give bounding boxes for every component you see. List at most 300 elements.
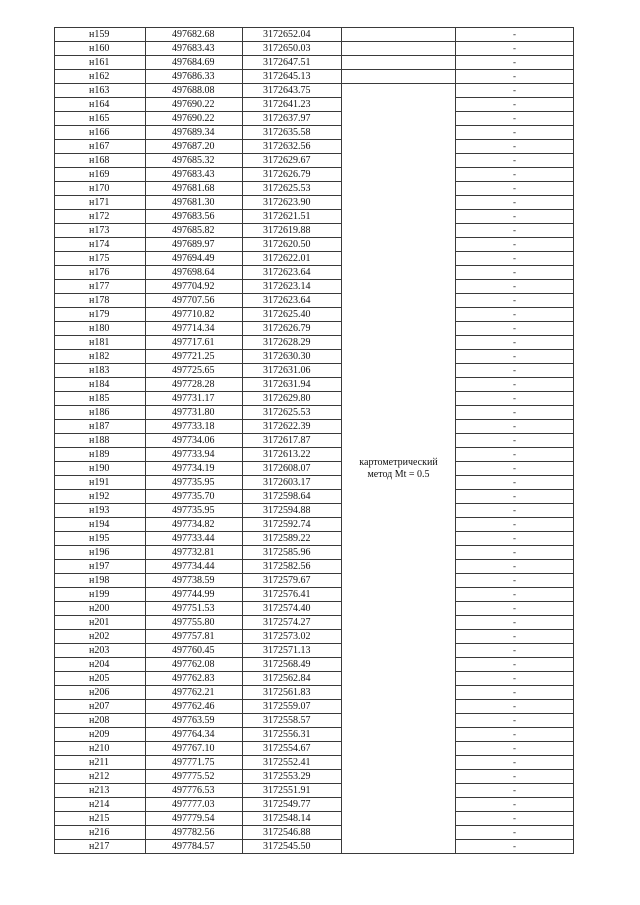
point-name-cell: н172 [55, 210, 146, 224]
table-row [55, 56, 574, 70]
y-coordinate-cell: 3172571.13 [243, 644, 342, 658]
x-coordinate-cell: 497687.20 [146, 140, 243, 154]
y-coordinate-cell: 3172628.29 [243, 336, 342, 350]
point-name-cell: н168 [55, 154, 146, 168]
table-row [55, 84, 574, 98]
note-cell: - [456, 70, 574, 84]
note-cell: - [456, 686, 574, 700]
point-name-cell: н214 [55, 798, 146, 812]
y-coordinate-cell: 3172620.50 [243, 238, 342, 252]
y-coordinate-cell: 3172552.41 [243, 756, 342, 770]
point-name-cell: н169 [55, 168, 146, 182]
table-row [55, 560, 574, 574]
table-row [55, 182, 574, 196]
point-name-cell: н197 [55, 560, 146, 574]
note-cell: - [456, 448, 574, 462]
table-row [55, 812, 574, 826]
y-coordinate-cell: 3172625.53 [243, 406, 342, 420]
x-coordinate-cell: 497734.06 [146, 434, 243, 448]
point-name-cell: н182 [55, 350, 146, 364]
table-row [55, 826, 574, 840]
method-text-line1: картометрический [359, 456, 438, 468]
x-coordinate-cell: 497710.82 [146, 308, 243, 322]
table-row [55, 392, 574, 406]
table-row [55, 406, 574, 420]
note-cell: - [456, 756, 574, 770]
note-cell: - [456, 224, 574, 238]
y-coordinate-cell: 3172576.41 [243, 588, 342, 602]
table-row [55, 280, 574, 294]
y-coordinate-cell: 3172619.88 [243, 224, 342, 238]
point-name-cell: н191 [55, 476, 146, 490]
x-coordinate-cell: 497725.65 [146, 364, 243, 378]
point-name-cell: н178 [55, 294, 146, 308]
point-name-cell: н195 [55, 532, 146, 546]
table-row [55, 28, 574, 42]
point-name-cell: н171 [55, 196, 146, 210]
note-cell: - [456, 546, 574, 560]
x-coordinate-cell: 497733.94 [146, 448, 243, 462]
x-coordinate-cell: 497694.49 [146, 252, 243, 266]
y-coordinate-cell: 3172548.14 [243, 812, 342, 826]
x-coordinate-cell: 497744.99 [146, 588, 243, 602]
y-coordinate-cell: 3172561.83 [243, 686, 342, 700]
x-coordinate-cell: 497771.75 [146, 756, 243, 770]
x-coordinate-cell: 497688.08 [146, 84, 243, 98]
table-row [55, 196, 574, 210]
y-coordinate-cell: 3172630.30 [243, 350, 342, 364]
accuracy-method-cell [342, 84, 456, 854]
y-coordinate-cell: 3172623.64 [243, 294, 342, 308]
point-name-cell: н186 [55, 406, 146, 420]
table-row [55, 490, 574, 504]
x-coordinate-cell: 497698.64 [146, 266, 243, 280]
x-coordinate-cell: 497689.97 [146, 238, 243, 252]
note-cell: - [456, 406, 574, 420]
table-row [55, 126, 574, 140]
point-name-cell: н184 [55, 378, 146, 392]
table-row [55, 42, 574, 56]
note-cell: - [456, 266, 574, 280]
note-cell: - [456, 798, 574, 812]
x-coordinate-cell: 497784.57 [146, 840, 243, 854]
note-cell: - [456, 154, 574, 168]
y-coordinate-cell: 3172613.22 [243, 448, 342, 462]
point-name-cell: н211 [55, 756, 146, 770]
x-coordinate-cell: 497731.17 [146, 392, 243, 406]
note-cell: - [456, 140, 574, 154]
table-row [55, 112, 574, 126]
y-coordinate-cell: 3172554.67 [243, 742, 342, 756]
coordinates-table-body [55, 28, 574, 854]
point-name-cell: н208 [55, 714, 146, 728]
y-coordinate-cell: 3172546.88 [243, 826, 342, 840]
point-name-cell: н188 [55, 434, 146, 448]
point-name-cell: н179 [55, 308, 146, 322]
x-coordinate-cell: 497777.03 [146, 798, 243, 812]
y-coordinate-cell: 3172545.50 [243, 840, 342, 854]
note-cell: - [456, 518, 574, 532]
y-coordinate-cell: 3172647.51 [243, 56, 342, 70]
table-row [55, 350, 574, 364]
point-name-cell: н181 [55, 336, 146, 350]
x-coordinate-cell: 497683.56 [146, 210, 243, 224]
x-coordinate-cell: 497738.59 [146, 574, 243, 588]
point-name-cell: н190 [55, 462, 146, 476]
x-coordinate-cell: 497735.70 [146, 490, 243, 504]
table-row [55, 224, 574, 238]
point-name-cell: н180 [55, 322, 146, 336]
x-coordinate-cell: 497757.81 [146, 630, 243, 644]
note-cell: - [456, 308, 574, 322]
note-cell: - [456, 602, 574, 616]
point-name-cell: н202 [55, 630, 146, 644]
note-cell: - [456, 238, 574, 252]
y-coordinate-cell: 3172574.40 [243, 602, 342, 616]
table-row [55, 462, 574, 476]
y-coordinate-cell: 3172617.87 [243, 434, 342, 448]
note-cell: - [456, 840, 574, 854]
note-cell: - [456, 294, 574, 308]
x-coordinate-cell: 497760.45 [146, 644, 243, 658]
x-coordinate-cell: 497684.69 [146, 56, 243, 70]
table-row [55, 336, 574, 350]
note-cell: - [456, 728, 574, 742]
x-coordinate-cell: 497683.43 [146, 168, 243, 182]
note-cell: - [456, 560, 574, 574]
y-coordinate-cell: 3172621.51 [243, 210, 342, 224]
table-row [55, 476, 574, 490]
table-row [55, 448, 574, 462]
table-row [55, 294, 574, 308]
point-name-cell: н170 [55, 182, 146, 196]
point-name-cell: н205 [55, 672, 146, 686]
table-row [55, 840, 574, 854]
point-name-cell: н209 [55, 728, 146, 742]
point-name-cell: н201 [55, 616, 146, 630]
x-coordinate-cell: 497681.30 [146, 196, 243, 210]
table-row [55, 210, 574, 224]
note-cell: - [456, 84, 574, 98]
y-coordinate-cell: 3172551.91 [243, 784, 342, 798]
table-row [55, 518, 574, 532]
y-coordinate-cell: 3172625.53 [243, 182, 342, 196]
table-row [55, 266, 574, 280]
x-coordinate-cell: 497779.54 [146, 812, 243, 826]
y-coordinate-cell: 3172625.40 [243, 308, 342, 322]
table-row [55, 154, 574, 168]
point-name-cell: н164 [55, 98, 146, 112]
table-row [55, 434, 574, 448]
note-cell: - [456, 336, 574, 350]
note-cell: - [456, 644, 574, 658]
method-cell-empty [342, 56, 456, 70]
x-coordinate-cell: 497690.22 [146, 112, 243, 126]
y-coordinate-cell: 3172556.31 [243, 728, 342, 742]
y-coordinate-cell: 3172585.96 [243, 546, 342, 560]
x-coordinate-cell: 497735.95 [146, 476, 243, 490]
method-text-line2: метод Mt = 0.5 [367, 468, 430, 480]
method-cell-empty [342, 28, 456, 42]
x-coordinate-cell: 497734.82 [146, 518, 243, 532]
note-cell: - [456, 420, 574, 434]
y-coordinate-cell: 3172635.58 [243, 126, 342, 140]
x-coordinate-cell: 497728.28 [146, 378, 243, 392]
y-coordinate-cell: 3172643.75 [243, 84, 342, 98]
note-cell: - [456, 322, 574, 336]
y-coordinate-cell: 3172623.64 [243, 266, 342, 280]
table-row [55, 252, 574, 266]
y-coordinate-cell: 3172573.02 [243, 630, 342, 644]
point-name-cell: н210 [55, 742, 146, 756]
x-coordinate-cell: 497735.95 [146, 504, 243, 518]
note-cell: - [456, 770, 574, 784]
x-coordinate-cell: 497732.81 [146, 546, 243, 560]
note-cell: - [456, 490, 574, 504]
y-coordinate-cell: 3172650.03 [243, 42, 342, 56]
x-coordinate-cell: 497734.44 [146, 560, 243, 574]
x-coordinate-cell: 497751.53 [146, 602, 243, 616]
table-row [55, 770, 574, 784]
x-coordinate-cell: 497686.33 [146, 70, 243, 84]
table-row [55, 784, 574, 798]
note-cell: - [456, 812, 574, 826]
y-coordinate-cell: 3172562.84 [243, 672, 342, 686]
point-name-cell: н199 [55, 588, 146, 602]
point-name-cell: н207 [55, 700, 146, 714]
table-row [55, 378, 574, 392]
table-row [55, 140, 574, 154]
table-row [55, 616, 574, 630]
point-name-cell: н212 [55, 770, 146, 784]
x-coordinate-cell: 497767.10 [146, 742, 243, 756]
x-coordinate-cell: 497775.52 [146, 770, 243, 784]
x-coordinate-cell: 497755.80 [146, 616, 243, 630]
x-coordinate-cell: 497681.68 [146, 182, 243, 196]
x-coordinate-cell: 497734.19 [146, 462, 243, 476]
y-coordinate-cell: 3172579.67 [243, 574, 342, 588]
point-name-cell: н174 [55, 238, 146, 252]
table-row [55, 588, 574, 602]
point-name-cell: н198 [55, 574, 146, 588]
point-name-cell: н177 [55, 280, 146, 294]
x-coordinate-cell: 497682.68 [146, 28, 243, 42]
y-coordinate-cell: 3172608.07 [243, 462, 342, 476]
note-cell: - [456, 364, 574, 378]
point-name-cell: н217 [55, 840, 146, 854]
y-coordinate-cell: 3172631.94 [243, 378, 342, 392]
x-coordinate-cell: 497762.83 [146, 672, 243, 686]
point-name-cell: н189 [55, 448, 146, 462]
x-coordinate-cell: 497762.08 [146, 658, 243, 672]
y-coordinate-cell: 3172632.56 [243, 140, 342, 154]
x-coordinate-cell: 497714.34 [146, 322, 243, 336]
method-cell-empty [342, 70, 456, 84]
table-row [55, 70, 574, 84]
point-name-cell: н167 [55, 140, 146, 154]
y-coordinate-cell: 3172629.80 [243, 392, 342, 406]
point-name-cell: н176 [55, 266, 146, 280]
y-coordinate-cell: 3172629.67 [243, 154, 342, 168]
y-coordinate-cell: 3172622.39 [243, 420, 342, 434]
x-coordinate-cell: 497731.80 [146, 406, 243, 420]
method-cell-empty [342, 42, 456, 56]
note-cell: - [456, 588, 574, 602]
point-name-cell: н162 [55, 70, 146, 84]
x-coordinate-cell: 497782.56 [146, 826, 243, 840]
note-cell: - [456, 574, 574, 588]
note-cell: - [456, 672, 574, 686]
point-name-cell: н194 [55, 518, 146, 532]
note-cell: - [456, 616, 574, 630]
note-cell: - [456, 56, 574, 70]
y-coordinate-cell: 3172553.29 [243, 770, 342, 784]
note-cell: - [456, 700, 574, 714]
x-coordinate-cell: 497762.21 [146, 686, 243, 700]
x-coordinate-cell: 497704.92 [146, 280, 243, 294]
note-cell: - [456, 210, 574, 224]
x-coordinate-cell: 497683.43 [146, 42, 243, 56]
note-cell: - [456, 112, 574, 126]
point-name-cell: н215 [55, 812, 146, 826]
y-coordinate-cell: 3172623.14 [243, 280, 342, 294]
y-coordinate-cell: 3172626.79 [243, 168, 342, 182]
table-row [55, 714, 574, 728]
x-coordinate-cell: 497707.56 [146, 294, 243, 308]
note-cell: - [456, 392, 574, 406]
point-name-cell: н161 [55, 56, 146, 70]
y-coordinate-cell: 3172582.56 [243, 560, 342, 574]
point-name-cell: н185 [55, 392, 146, 406]
y-coordinate-cell: 3172623.90 [243, 196, 342, 210]
y-coordinate-cell: 3172598.64 [243, 490, 342, 504]
point-name-cell: н213 [55, 784, 146, 798]
point-name-cell: н204 [55, 658, 146, 672]
note-cell: - [456, 826, 574, 840]
table-row [55, 420, 574, 434]
note-cell: - [456, 462, 574, 476]
note-cell: - [456, 350, 574, 364]
point-name-cell: н163 [55, 84, 146, 98]
table-row [55, 602, 574, 616]
note-cell: - [456, 742, 574, 756]
y-coordinate-cell: 3172592.74 [243, 518, 342, 532]
table-row [55, 644, 574, 658]
point-name-cell: н173 [55, 224, 146, 238]
x-coordinate-cell: 497733.18 [146, 420, 243, 434]
x-coordinate-cell: 497776.53 [146, 784, 243, 798]
point-name-cell: н165 [55, 112, 146, 126]
point-name-cell: н193 [55, 504, 146, 518]
y-coordinate-cell: 3172558.57 [243, 714, 342, 728]
point-name-cell: н216 [55, 826, 146, 840]
table-row [55, 658, 574, 672]
note-cell: - [456, 434, 574, 448]
note-cell: - [456, 182, 574, 196]
y-coordinate-cell: 3172645.13 [243, 70, 342, 84]
note-cell: - [456, 476, 574, 490]
note-cell: - [456, 784, 574, 798]
point-name-cell: н196 [55, 546, 146, 560]
x-coordinate-cell: 497762.46 [146, 700, 243, 714]
table-row [55, 756, 574, 770]
note-cell: - [456, 98, 574, 112]
table-row [55, 742, 574, 756]
x-coordinate-cell: 497689.34 [146, 126, 243, 140]
y-coordinate-cell: 3172568.49 [243, 658, 342, 672]
note-cell: - [456, 504, 574, 518]
note-cell: - [456, 126, 574, 140]
table-row [55, 98, 574, 112]
x-coordinate-cell: 497717.61 [146, 336, 243, 350]
point-name-cell: н206 [55, 686, 146, 700]
note-cell: - [456, 714, 574, 728]
y-coordinate-cell: 3172641.23 [243, 98, 342, 112]
note-cell: - [456, 28, 574, 42]
x-coordinate-cell: 497763.59 [146, 714, 243, 728]
point-name-cell: н183 [55, 364, 146, 378]
note-cell: - [456, 196, 574, 210]
table-row [55, 546, 574, 560]
y-coordinate-cell: 3172622.01 [243, 252, 342, 266]
x-coordinate-cell: 497685.32 [146, 154, 243, 168]
y-coordinate-cell: 3172589.22 [243, 532, 342, 546]
note-cell: - [456, 658, 574, 672]
x-coordinate-cell: 497685.82 [146, 224, 243, 238]
y-coordinate-cell: 3172631.06 [243, 364, 342, 378]
table-row [55, 364, 574, 378]
point-name-cell: н187 [55, 420, 146, 434]
table-row [55, 504, 574, 518]
note-cell: - [456, 42, 574, 56]
table-row [55, 322, 574, 336]
table-row [55, 630, 574, 644]
point-name-cell: н159 [55, 28, 146, 42]
table-row [55, 308, 574, 322]
coordinates-table [54, 27, 574, 854]
table-row [55, 728, 574, 742]
table-row [55, 574, 574, 588]
x-coordinate-cell: 497721.25 [146, 350, 243, 364]
note-cell: - [456, 630, 574, 644]
y-coordinate-cell: 3172574.27 [243, 616, 342, 630]
table-row [55, 168, 574, 182]
note-cell: - [456, 168, 574, 182]
table-row [55, 672, 574, 686]
point-name-cell: н192 [55, 490, 146, 504]
note-cell: - [456, 280, 574, 294]
table-row [55, 532, 574, 546]
note-cell: - [456, 252, 574, 266]
y-coordinate-cell: 3172594.88 [243, 504, 342, 518]
table-row [55, 238, 574, 252]
point-name-cell: н160 [55, 42, 146, 56]
x-coordinate-cell: 497690.22 [146, 98, 243, 112]
table-row [55, 700, 574, 714]
table-row [55, 686, 574, 700]
y-coordinate-cell: 3172603.17 [243, 476, 342, 490]
y-coordinate-cell: 3172652.04 [243, 28, 342, 42]
x-coordinate-cell: 497733.44 [146, 532, 243, 546]
point-name-cell: н175 [55, 252, 146, 266]
table-row [55, 798, 574, 812]
note-cell: - [456, 378, 574, 392]
y-coordinate-cell: 3172637.97 [243, 112, 342, 126]
point-name-cell: н166 [55, 126, 146, 140]
x-coordinate-cell: 497764.34 [146, 728, 243, 742]
y-coordinate-cell: 3172549.77 [243, 798, 342, 812]
y-coordinate-cell: 3172626.79 [243, 322, 342, 336]
